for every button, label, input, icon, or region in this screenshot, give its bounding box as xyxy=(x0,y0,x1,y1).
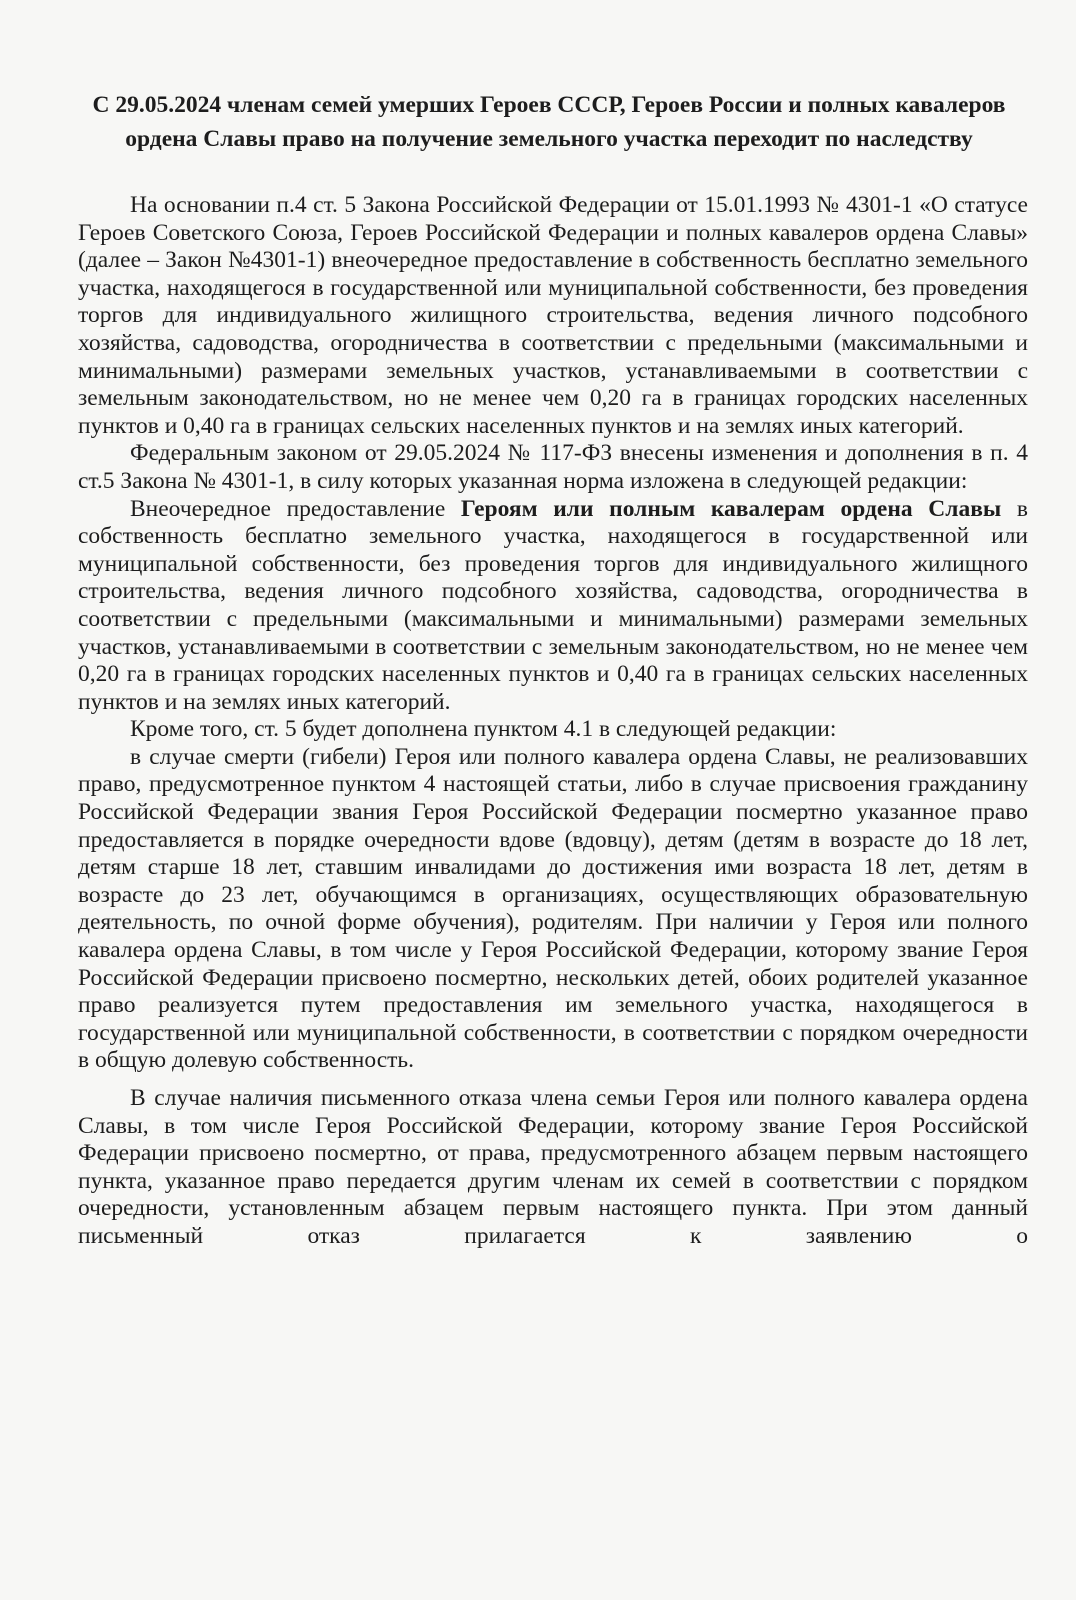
quote-text-after: в собственность бесплатно земельного участка, находящегося в государственной или муниципальной собственности, без проведения торгов для индивидуального жилищного строительства, ведения личного подсобного хозяйства, садоводства, огородничества в соответствии с предельными (максимальными и минимальными) размерами земельных участков, устанавливаемыми в соответствии с земельным законодательством, но не менее чем 0,20 га в границах городских населенных пунктов и 0,40 га в границах сельских населенных пунктов и на землях иных категорий. xyxy=(78,495,1028,715)
paragraph-clause-4-1: в случае смерти (гибели) Героя или полного кавалера ордена Славы, не реализовавших право, предусмотренное пунктом 4 настоящей статьи, либо в случае присвоения гражданину Российской Федерации звания Героя Российской Федерации посмертно указанное право предоставляется в порядке очередности вдове (вдовцу), детям (детям в возрасте до 18 лет, детям старше 18 лет, ставшим инвалидами до достижения ими возраста 18 лет, детям в возрасте до 23 лет, обучающимся в организациях, осуществляющих образовательную деятельность, по очной форме обучения), родителям. При наличии у Героя или полного кавалера ордена Славы, в том числе у Героя Российской Федерации, которому звание Героя Российской Федерации присвоено посмертно, нескольких детей, обоих родителей указанное право реализуется путем предоставления им земельного участка, находящегося в государственной или муниципальной собственности, в соответствии с порядком очередности в общую долевую собственность. xyxy=(78,743,1028,1074)
paragraph-new-wording xyxy=(78,496,1028,717)
quote-bold-heroes: Героям или полным кавалерам ордена Славы xyxy=(460,495,1002,522)
document-title: С 29.05.2024 членам семей умерших Героев СССР, Героев России и полных кавалеров ордена Славы право на получение земельного участка переходит по наследству xyxy=(92,92,1006,152)
paragraph-amendment: Федеральным законом от 29.05.2024 № 117-ФЗ внесены изменения и дополнения в п. 4 ст.5 Закона № 4301-1, в силу которых указанная норма изложена в следующей редакции: xyxy=(78,440,1028,494)
paragraph-written-refusal: В случае наличия письменного отказа члена семьи Героя или полного кавалера ордена Славы, в том числе Героя Российской Федерации, которому звание Героя Российской Федерации присвоено посмертно, от права, предусмотренного абзацем первым настоящего пункта, указанное право передается другим членам их семей в соответствии с порядком очередности, установленным абзацем первым настоящего пункта. При этом данный письменный отказ прилагается к заявлению о xyxy=(78,1085,1028,1249)
paragraph-law-basis: На основании п.4 ст. 5 Закона Российской Федерации от 15.01.1993 № 4301-1 «О статусе Героев Советского Союза, Героев Российской Федерации и полных кавалеров ордена Славы» (далее – Закон №4301-1) внеочередное предоставление в собственность бесплатно земельного участка, находящегося в государственной или муниципальной собственности, без проведения торгов для индивидуального жилищного строительства, ведения личного подсобного хозяйства, садоводства, огородничества в соответствии с предельными (максимальными и минимальными) размерами земельных участков, устанавливаемыми в соответствии с земельным законодательством, но не менее чем 0,20 га в границах городских населенных пунктов и 0,40 га в границах сельских населенных пунктов и на землях иных категорий. xyxy=(78,192,1028,439)
quote-text-before: Внеочередное предоставление xyxy=(130,495,461,522)
paragraph-addition-intro: Кроме того, ст. 5 будет дополнена пунктом 4.1 в следующей редакции: xyxy=(130,716,837,743)
